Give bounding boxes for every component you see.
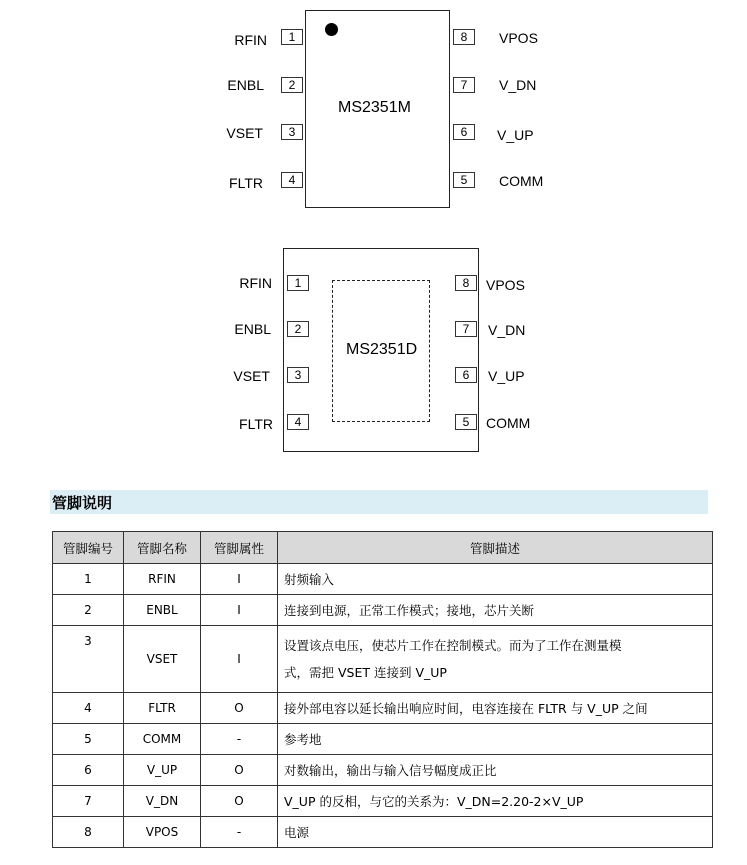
chip-d-pin-label: FLTR	[239, 416, 273, 432]
section-heading-bar	[50, 490, 708, 514]
header-pin-name: 管脚名称	[124, 532, 201, 564]
header-pin-desc: 管脚描述	[278, 532, 713, 564]
cell-pin-desc-line: 设置该点电压，使芯片工作在控制模式。而为了工作在测量模	[284, 638, 622, 653]
chip-m-pin-label: VSET	[226, 125, 263, 141]
cell-pin-number: 3	[53, 626, 124, 693]
chip-m-pin-number: 5	[453, 172, 475, 188]
chip-m-name: MS2351M	[338, 99, 411, 116]
cell-pin-attr: I	[201, 564, 278, 595]
cell-pin-number: 1	[53, 564, 124, 595]
cell-pin-desc: 连接到电源，正常工作模式；接地，芯片关断	[278, 595, 713, 626]
cell-pin-name: VSET	[124, 626, 201, 693]
table-row	[53, 564, 713, 595]
cell-pin-number: 5	[53, 724, 124, 755]
chip-d-pin-number: 8	[455, 275, 477, 291]
table-row	[53, 693, 713, 724]
header-pin-attr: 管脚属性	[201, 532, 278, 564]
cell-pin-number: 8	[53, 817, 124, 848]
cell-pin-name: ENBL	[124, 595, 201, 626]
pin-description-table	[52, 531, 713, 848]
chip-m-pin-label: VPOS	[499, 30, 538, 46]
table-row	[53, 626, 713, 693]
chip-d-pin-label: COMM	[486, 415, 531, 431]
cell-pin-name: VPOS	[124, 817, 201, 848]
chip-m-pin-number: 3	[281, 124, 303, 140]
chip-m-pin-number: 6	[453, 124, 475, 140]
chip-m-pin-number: 1	[281, 29, 303, 45]
chip-d-pin-number: 7	[455, 321, 477, 337]
chip-d-pin-label: ENBL	[234, 321, 271, 337]
chip-m-pin-number: 7	[453, 77, 475, 93]
section-title: 管脚说明	[52, 494, 113, 512]
cell-pin-desc: 射频输入	[278, 564, 713, 595]
chip-m-pin-label: RFIN	[234, 32, 267, 48]
cell-pin-number: 7	[53, 786, 124, 817]
chip-m-pin-label: ENBL	[227, 77, 264, 93]
chip-m-pin-label: FLTR	[229, 175, 263, 191]
chip-d-pin-number: 2	[287, 321, 309, 337]
cell-pin-desc	[278, 626, 713, 693]
pin1-marker-dot	[325, 23, 338, 36]
cell-pin-attr: I	[201, 595, 278, 626]
chip-m-pin-number: 2	[281, 77, 303, 93]
cell-pin-name: FLTR	[124, 693, 201, 724]
table-header-row	[53, 532, 713, 564]
chip-d-pin-number: 1	[287, 275, 309, 291]
chip-d-pin-label: V_UP	[488, 368, 525, 384]
cell-pin-name: COMM	[124, 724, 201, 755]
cell-pin-attr: O	[201, 755, 278, 786]
chip-d-pin-number: 4	[287, 414, 309, 430]
table-row	[53, 755, 713, 786]
cell-pin-name: RFIN	[124, 564, 201, 595]
cell-pin-name: V_DN	[124, 786, 201, 817]
cell-pin-desc: 参考地	[278, 724, 713, 755]
table-row	[53, 817, 713, 848]
cell-pin-number: 2	[53, 595, 124, 626]
cell-pin-attr: -	[201, 817, 278, 848]
chip-m-pin-number: 8	[453, 29, 475, 45]
cell-pin-attr: I	[201, 626, 278, 693]
chip-d-pin-number: 5	[455, 414, 477, 430]
chip-d-pin-number: 6	[455, 367, 477, 383]
table-row	[53, 724, 713, 755]
cell-pin-desc: 电源	[278, 817, 713, 848]
cell-pin-attr: -	[201, 724, 278, 755]
cell-pin-attr: O	[201, 786, 278, 817]
chip-d-pin-label: VPOS	[486, 277, 525, 293]
cell-pin-desc: 接外部电容以延长输出响应时间，电容连接在 FLTR 与 V_UP 之间	[278, 693, 713, 724]
chip-d-pin-label: VSET	[233, 368, 270, 384]
cell-pin-number: 6	[53, 755, 124, 786]
chip-m-pin-label: V_DN	[499, 77, 537, 93]
cell-pin-desc: 对数输出，输出与输入信号幅度成正比	[278, 755, 713, 786]
table-row	[53, 595, 713, 626]
chip-d-pin-label: V_DN	[488, 322, 526, 338]
chip-d-pin-label: RFIN	[239, 275, 272, 291]
table-row	[53, 786, 713, 817]
cell-pin-desc-line: 式，需把 VSET 连接到 V_UP	[284, 665, 447, 680]
cell-pin-desc: V_UP 的反相，与它的关系为：V_DN=2.20-2×V_UP	[278, 786, 713, 817]
header-pin-number: 管脚编号	[53, 532, 124, 564]
chip-m-pin-label: COMM	[499, 173, 544, 189]
cell-pin-number: 4	[53, 693, 124, 724]
chip-d-name: MS2351D	[346, 341, 418, 358]
cell-pin-attr: O	[201, 693, 278, 724]
chip-m-pin-number: 4	[281, 172, 303, 188]
chip-d-pin-number: 3	[287, 367, 309, 383]
cell-pin-name: V_UP	[124, 755, 201, 786]
chip-m-pin-label: V_UP	[497, 127, 534, 143]
